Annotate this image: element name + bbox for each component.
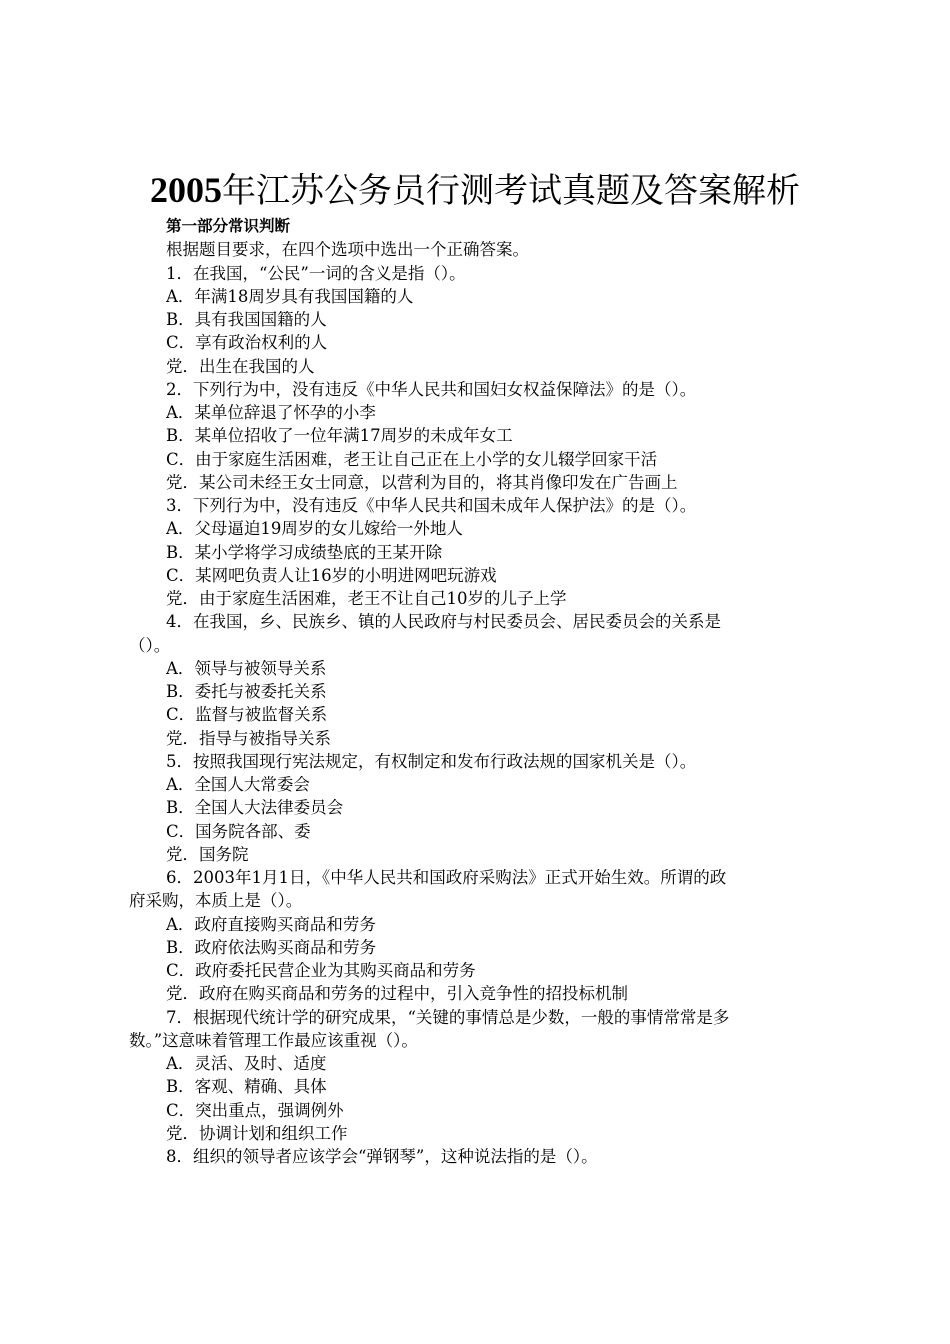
question-item <box>129 866 831 1006</box>
question-option: 党．由于家庭生活困难，老王不让自己10岁的儿子上学 <box>166 589 567 608</box>
title-text: 年江苏公务员行测考试真题及答案解析 <box>222 171 800 211</box>
question-option: C．某网吧负责人让16岁的小明进网吧玩游戏 <box>166 565 497 585</box>
question-option: B．全国人大法律委员会 <box>166 798 344 818</box>
question-stem: 8．组织的领导者应该学会“弹钢琴”，这种说法指的是（）。 <box>166 1147 598 1166</box>
question-option: B．某小学将学习成绩垫底的王某开除 <box>166 542 443 562</box>
question-option: B．政府依法购买商品和劳务 <box>166 937 377 957</box>
document-body <box>129 215 831 1168</box>
section-heading: 第一部分常识判断 <box>166 217 291 235</box>
question-option: 党．出生在我国的人 <box>166 356 315 376</box>
question-item <box>129 494 831 610</box>
question-stem: 1．在我国，“公民”一词的含义是指（）。 <box>166 263 466 283</box>
question-option: 党．某公司未经王女士同意，以营利为目的，将其肖像印发在广告画上 <box>166 472 678 492</box>
question-option: C．由于家庭生活困难，老王让自己正在上小学的女儿辍学回家干活 <box>166 449 658 469</box>
section-instruction: 根据题目要求，在四个选项中选出一个正确答案。 <box>166 240 529 260</box>
question-option: A．全国人大常委会 <box>166 775 310 794</box>
question-option: A．灵活、及时、适度 <box>166 1054 327 1073</box>
question-option: C．政府委托民营企业为其购买商品和劳务 <box>166 961 476 980</box>
question-option: C．监督与被监督关系 <box>166 705 328 725</box>
question-stem: 6．2003年1月1日，《中华人民共和国政府采购法》正式开始生效。所谓的政 <box>166 868 727 887</box>
question-stem: 2．下列行为中，没有违反《中华人民共和国妇女权益保障法》的是（）。 <box>166 379 697 399</box>
question-stem: 5．按照我国现行宪法规定，有权制定和发布行政法规的国家机关是（）。 <box>166 751 697 771</box>
question-option: C．国务院各部、委 <box>166 821 311 841</box>
question-option: B．某单位招收了一位年满17周岁的未成年女工 <box>166 426 513 446</box>
question-option: 党．国务院 <box>166 844 249 864</box>
question-stem: 府采购，本质上是（）。 <box>129 891 303 911</box>
question-option: B．委托与被委托关系 <box>166 682 327 701</box>
question-option: C．突出重点，强调例外 <box>166 1100 344 1120</box>
question-option: A．某单位辞退了怀孕的小李 <box>166 403 376 422</box>
question-option: A．领导与被领导关系 <box>166 658 327 678</box>
question-option: C．享有政治权利的人 <box>166 333 328 353</box>
question-option: 党．协调计划和组织工作 <box>166 1123 348 1143</box>
question-item <box>129 378 831 494</box>
question-stem: （）。 <box>129 635 171 655</box>
question-stem: 3．下列行为中，没有违反《中华人民共和国未成年人保护法》的是（）。 <box>166 496 697 515</box>
question-list <box>129 262 831 1169</box>
question-stem: 4．在我国，乡、民族乡、镇的人民政府与村民委员会、居民委员会的关系是 <box>166 612 721 632</box>
question-item <box>129 1145 831 1168</box>
question-item <box>129 262 831 378</box>
question-option: A．年满18周岁具有我国国籍的人 <box>166 286 414 306</box>
document-title <box>0 166 950 215</box>
question-option: 党．政府在购买商品和劳务的过程中，引入竞争性的招投标机制 <box>166 984 628 1004</box>
question-item <box>129 1006 831 1146</box>
question-item <box>129 750 831 866</box>
question-stem: 7．根据现代统计学的研究成果，“关键的事情总是少数，一般的事情常常是多 <box>166 1007 730 1027</box>
title-year: 2005 <box>150 170 222 210</box>
question-option: A．父母逼迫19周岁的女儿嫁给一外地人 <box>166 519 463 539</box>
question-item <box>129 610 831 750</box>
question-option: B．客观、精确、具体 <box>166 1077 327 1097</box>
question-option: B．具有我国国籍的人 <box>166 310 327 329</box>
question-stem: 数。”这意味着管理工作最应该重视（）。 <box>129 1030 418 1050</box>
question-option: 党．指导与被指导关系 <box>166 728 331 748</box>
question-option: A．政府直接购买商品和劳务 <box>166 914 376 934</box>
